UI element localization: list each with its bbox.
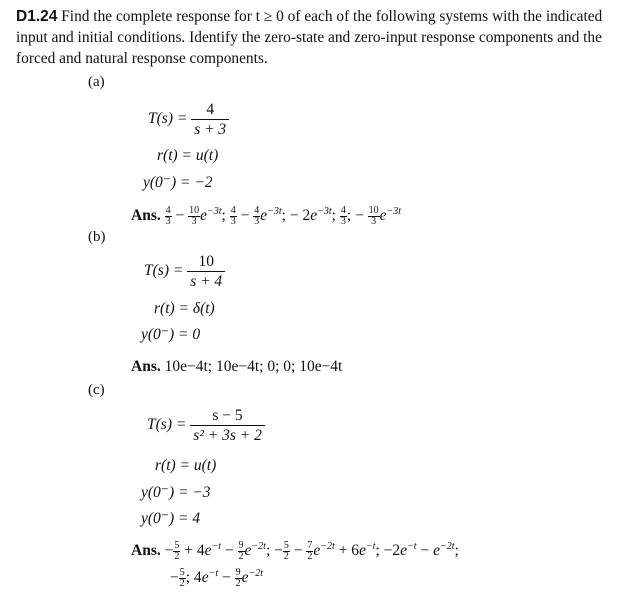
answer-label: Ans. xyxy=(131,542,161,560)
transfer-function-fraction xyxy=(191,100,229,139)
part-b-label: (b) xyxy=(88,229,106,245)
problem-statement xyxy=(16,6,606,69)
transfer-function-lhs: T(s) = xyxy=(148,110,188,128)
part-c-initial-condition-2: y(0⁻) = 4 xyxy=(141,510,201,527)
numerator: 4 xyxy=(191,100,229,120)
part-b-input: r(t) = δ(t) xyxy=(154,300,215,317)
part-b-answer xyxy=(131,358,342,376)
part-a-input: r(t) = u(t) xyxy=(157,147,219,164)
part-b-transfer-function xyxy=(144,252,225,291)
part-a-answer: Ans. $\frac{4}{3}$ − $\frac{10}{3}$ $e^{-3t}$; $\frac{4}{3}$ − $\frac{4}{3}$ $e^{-3t}$; − $2e^{-3t}$; $\frac{4}{3}$ ; − $\frac{10}{3}$ $e^{-3t}$ xyxy=(131,205,402,228)
transfer-function-lhs: T(s) = xyxy=(144,262,184,280)
numerator: 10 xyxy=(187,252,225,272)
problem-text: Find the complete response for t ≥ 0 of each of the following systems with the indicated input and initial conditions. Identify the zero-state and zero-input response components and the forced and natural response components. xyxy=(16,8,603,67)
part-c-transfer-function xyxy=(147,406,265,445)
answer-label: Ans. xyxy=(131,207,161,225)
part-b-initial-condition: y(0⁻) = 0 xyxy=(141,326,201,343)
transfer-function-lhs: T(s) = xyxy=(147,416,187,434)
part-a-transfer-function xyxy=(148,100,229,139)
part-c-input: r(t) = u(t) xyxy=(155,457,217,474)
part-c-answer-line-1: Ans. − $\frac{5}{2}$ + $4e^{-t}$ − $\frac{9}{2}$ $e^{-2t}$; − $\frac{5}{2}$ − $\frac{7}{2}$ $e^{-2t} + 6e^{-t}$; $-2e^{-t} - e^{-2t}$; xyxy=(131,540,459,563)
numerator: s − 5 xyxy=(190,406,265,426)
part-a-initial-condition: y(0⁻) = −2 xyxy=(143,174,213,191)
denominator: s² + 3s + 2 xyxy=(193,427,262,444)
part-c-initial-condition-1: y(0⁻) = −3 xyxy=(141,484,211,501)
problem-number: D1.24 xyxy=(16,8,58,25)
transfer-function-fraction xyxy=(187,252,225,291)
denominator: s + 3 xyxy=(194,121,227,138)
denominator: s + 4 xyxy=(190,273,223,290)
answer-label: Ans. xyxy=(131,358,161,375)
transfer-function-fraction xyxy=(190,406,265,445)
part-c-label: (c) xyxy=(88,382,105,398)
part-a-label: (a) xyxy=(88,74,105,90)
answer-text: 10e−4t; 10e−4t; 0; 0; 10e−4t xyxy=(164,358,343,375)
part-c-answer-line-2: − $\frac{5}{2}$ ; $4e^{-t}$ − $\frac{9}{2}$ $e^{-2t}$ xyxy=(170,567,264,590)
